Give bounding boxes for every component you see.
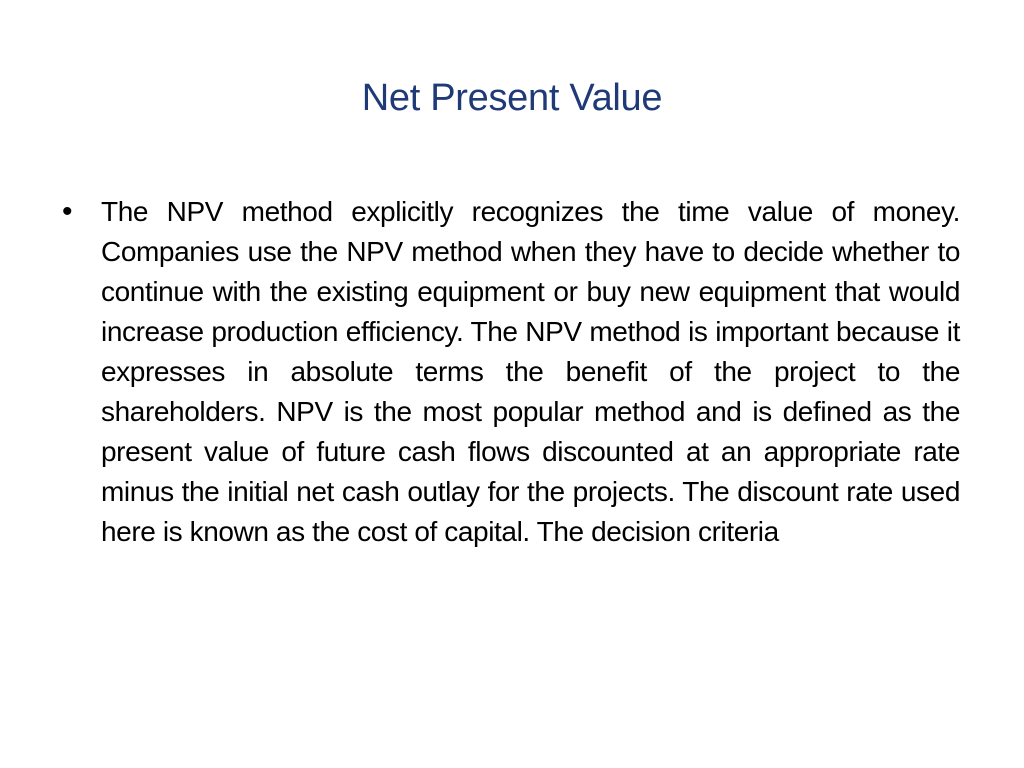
bullet-item	[62, 192, 960, 552]
slide-title: Net Present Value	[361, 77, 663, 119]
bullet-marker: •	[62, 195, 73, 228]
bullet-list	[62, 192, 960, 552]
bullet-text: The NPV method explicitly recognizes the time value of money. Companies use the NPV method when they have to decide whether to continue with the existing equipment or buy new equipment that would increase production efficiency. The NPV method is important because it expresses in absolute terms the benefit of the project to the shareholders. NPV is the most popular method and is defined as the present value of future cash flows discounted at an appropriate rate minus the initial net cash outlay for the projects. The discount rate used here is known as the cost of capital. The decision criteria	[101, 196, 960, 547]
